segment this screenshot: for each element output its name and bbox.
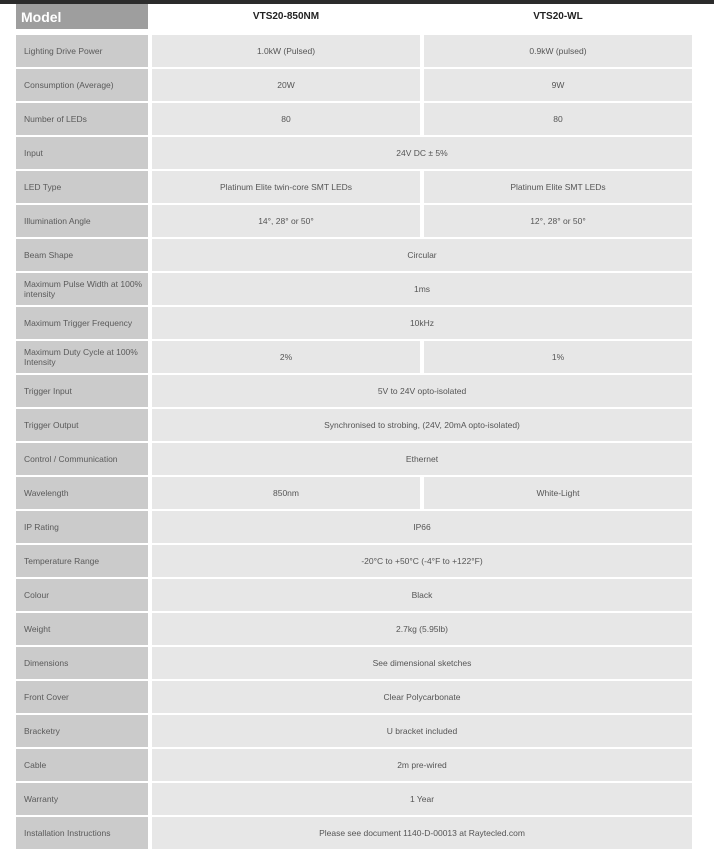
model-col2: VTS20-WL — [424, 4, 692, 29]
spec-value: 2m pre-wired — [152, 749, 692, 781]
spec-label: Input — [16, 137, 148, 169]
spec-label: Maximum Duty Cycle at 100% Intensity — [16, 341, 148, 373]
spec-value-col2: White-Light — [424, 477, 692, 509]
spec-row — [16, 103, 696, 135]
spec-value: 5V to 24V opto-isolated — [152, 375, 692, 407]
spec-label: Trigger Output — [16, 409, 148, 441]
spec-label: Illumination Angle — [16, 205, 148, 237]
spec-label: Front Cover — [16, 681, 148, 713]
spec-table — [16, 4, 696, 851]
spec-label: Wavelength — [16, 477, 148, 509]
spec-label: Bracketry — [16, 715, 148, 747]
spec-row — [16, 613, 696, 645]
spec-value-col1: 850nm — [152, 477, 420, 509]
spec-row — [16, 647, 696, 679]
spec-row — [16, 239, 696, 271]
spec-value-col1: 2% — [152, 341, 420, 373]
spec-value-col2: Platinum Elite SMT LEDs — [424, 171, 692, 203]
spec-value-col2: 0.9kW (pulsed) — [424, 35, 692, 67]
spec-row — [16, 273, 696, 305]
spec-label: Installation Instructions — [16, 817, 148, 849]
spec-row — [16, 443, 696, 475]
spec-label: Cable — [16, 749, 148, 781]
spec-value-col1: 1.0kW (Pulsed) — [152, 35, 420, 67]
spec-row — [16, 511, 696, 543]
spec-row — [16, 307, 696, 339]
spec-row — [16, 69, 696, 101]
spec-label: Temperature Range — [16, 545, 148, 577]
spec-value-col2: 80 — [424, 103, 692, 135]
spec-value: Please see document 1140-D-00013 at Raytecled.com — [152, 817, 692, 849]
spec-value: 24V DC ± 5% — [152, 137, 692, 169]
spec-label: Warranty — [16, 783, 148, 815]
spec-value-col1: 80 — [152, 103, 420, 135]
spec-value-col1: Platinum Elite twin-core SMT LEDs — [152, 171, 420, 203]
spec-label: Number of LEDs — [16, 103, 148, 135]
spec-label: Weight — [16, 613, 148, 645]
spec-value: -20°C to +50°C (-4°F to +122°F) — [152, 545, 692, 577]
spec-label: Lighting Drive Power — [16, 35, 148, 67]
spec-value: See dimensional sketches — [152, 647, 692, 679]
spec-row — [16, 205, 696, 237]
spec-row — [16, 375, 696, 407]
spec-label: Control / Communication — [16, 443, 148, 475]
spec-label: Maximum Trigger Frequency — [16, 307, 148, 339]
spec-value: Clear Polycarbonate — [152, 681, 692, 713]
spec-label: Maximum Pulse Width at 100% intensity — [16, 273, 148, 305]
spec-value: 2.7kg (5.95lb) — [152, 613, 692, 645]
spec-row — [16, 681, 696, 713]
spec-value: Circular — [152, 239, 692, 271]
spec-value: 1 Year — [152, 783, 692, 815]
spec-value: Synchronised to strobing, (24V, 20mA opto-isolated) — [152, 409, 692, 441]
spec-value-col2: 1% — [424, 341, 692, 373]
spec-row — [16, 137, 696, 169]
spec-row — [16, 749, 696, 781]
spec-label: Colour — [16, 579, 148, 611]
spec-row — [16, 579, 696, 611]
spec-value-col2: 12°, 28° or 50° — [424, 205, 692, 237]
spec-value: U bracket included — [152, 715, 692, 747]
spec-row — [16, 783, 696, 815]
spec-row — [16, 817, 696, 849]
model-label: Model — [16, 4, 148, 29]
spec-row — [16, 409, 696, 441]
spec-label: Consumption (Average) — [16, 69, 148, 101]
spec-row — [16, 477, 696, 509]
spec-value: 1ms — [152, 273, 692, 305]
spec-row — [16, 35, 696, 67]
spec-value-col2: 9W — [424, 69, 692, 101]
model-col1: VTS20-850NM — [152, 4, 420, 29]
spec-value-col1: 20W — [152, 69, 420, 101]
header-row — [16, 4, 696, 29]
spec-value: Black — [152, 579, 692, 611]
spec-value: 10kHz — [152, 307, 692, 339]
spec-row — [16, 715, 696, 747]
spec-label: LED Type — [16, 171, 148, 203]
spec-value: Ethernet — [152, 443, 692, 475]
spec-label: Trigger Input — [16, 375, 148, 407]
spec-row — [16, 545, 696, 577]
spec-label: Dimensions — [16, 647, 148, 679]
spec-label: Beam Shape — [16, 239, 148, 271]
spec-row — [16, 341, 696, 373]
spec-rows — [16, 35, 696, 849]
spec-row — [16, 171, 696, 203]
spec-value: IP66 — [152, 511, 692, 543]
spec-label: IP Rating — [16, 511, 148, 543]
spec-value-col1: 14°, 28° or 50° — [152, 205, 420, 237]
